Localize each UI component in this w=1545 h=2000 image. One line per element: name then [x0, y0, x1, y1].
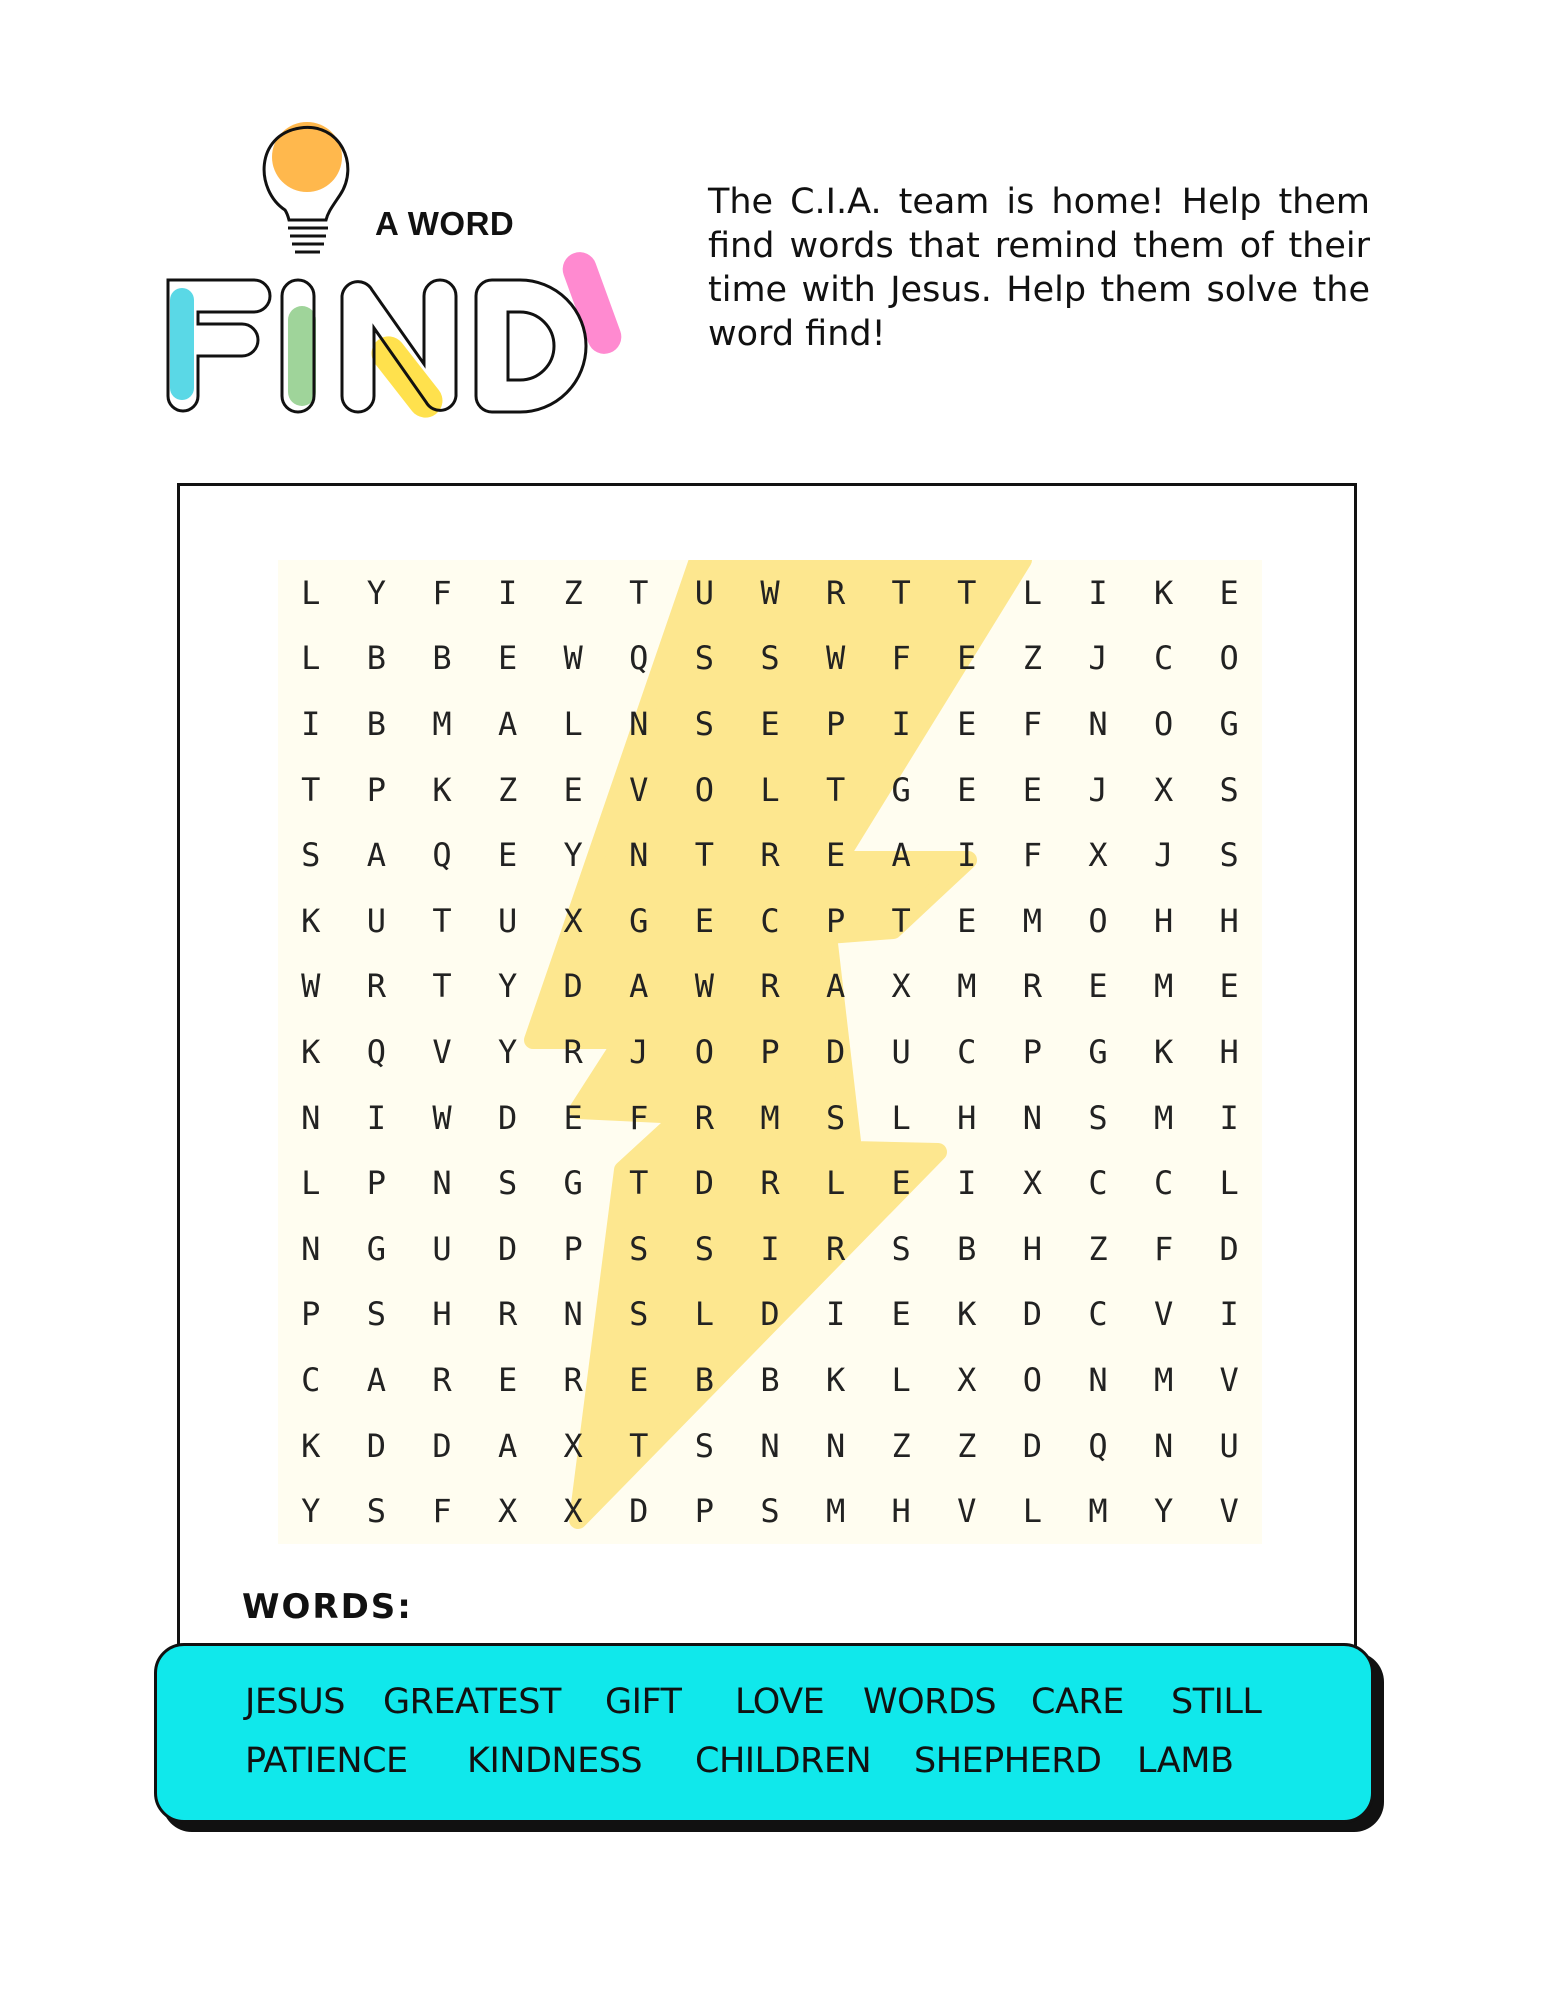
grid-letter: T	[629, 1164, 649, 1203]
grid-letter: X	[1153, 770, 1174, 809]
intro-text: The C.I.A. team is home! Help them find words that remind them of their time with Jesus. Help them solve the word find!	[708, 182, 1370, 354]
grid-letter: D	[432, 1426, 452, 1465]
grid-letter: M	[957, 967, 977, 1006]
grid-letter: X	[563, 901, 583, 940]
grid-letter: E	[957, 901, 977, 940]
grid-letter: S	[301, 836, 321, 875]
grid-letter: U	[432, 1229, 452, 1268]
grid-letter: X	[957, 1360, 977, 1399]
grid-letter: B	[366, 704, 387, 743]
grid-letter: T	[694, 836, 715, 875]
grid-letter: Y	[497, 1032, 518, 1071]
find-logo	[160, 120, 660, 420]
grid-letter: E	[1219, 967, 1239, 1006]
grid-letter: N	[760, 1426, 780, 1465]
grid-letter: I	[760, 1229, 780, 1268]
grid-letter: R	[366, 967, 387, 1006]
grid-letter: S	[694, 1229, 715, 1268]
grid-letter: X	[1088, 836, 1108, 875]
logo-subtitle: A WORD	[375, 205, 515, 242]
grid-letter: I	[1088, 573, 1108, 612]
grid-letter: Y	[563, 836, 583, 875]
grid-letter: L	[1219, 1164, 1239, 1203]
grid-letter: C	[1153, 1164, 1174, 1203]
grid-letter: E	[825, 836, 846, 875]
grid-letter: D	[629, 1492, 649, 1531]
word-item: CHILDREN	[695, 1741, 872, 1781]
grid-letter: K	[301, 1032, 321, 1071]
grid-letter: E	[891, 1164, 911, 1203]
word-item: GREATEST	[383, 1682, 561, 1722]
grid-letter: T	[891, 573, 911, 612]
grid-letter: E	[563, 1098, 583, 1137]
grid-letter: H	[1219, 901, 1239, 940]
grid-letter: D	[1022, 1295, 1043, 1334]
grid-letter: K	[957, 1295, 977, 1334]
grid-letter: L	[563, 704, 583, 743]
grid-letter: U	[497, 901, 518, 940]
grid-letter: L	[760, 770, 780, 809]
grid-letter: O	[694, 1032, 715, 1071]
grid-letter: H	[1219, 1032, 1239, 1071]
grid-letter: N	[563, 1295, 583, 1334]
grid-letter: F	[1022, 836, 1043, 875]
grid-letter: I	[957, 836, 977, 875]
grid-letter: L	[891, 1098, 911, 1137]
grid-letter: H	[891, 1492, 911, 1531]
word-list-row-1	[157, 1682, 1371, 1732]
grid-letter: L	[1022, 573, 1043, 612]
grid-letter: B	[366, 639, 387, 678]
word-item: STILL	[1171, 1682, 1262, 1722]
word-item: GIFT	[605, 1682, 682, 1722]
grid-letter: U	[694, 573, 715, 612]
grid-letter: T	[891, 901, 911, 940]
grid-letter: F	[432, 1492, 452, 1531]
grid-letter: S	[694, 1426, 715, 1465]
grid-letter: E	[497, 639, 518, 678]
grid-letter: S	[694, 639, 715, 678]
grid-letter: V	[1219, 1360, 1239, 1399]
grid-letter: S	[891, 1229, 911, 1268]
grid-letter: D	[1219, 1229, 1239, 1268]
grid-letter: U	[366, 901, 387, 940]
grid-letter: E	[1088, 967, 1108, 1006]
grid-letter: Z	[957, 1426, 977, 1465]
grid-letter: E	[694, 901, 715, 940]
grid-letter: G	[366, 1229, 387, 1268]
grid-letter: W	[760, 573, 780, 612]
grid-letter: E	[957, 639, 977, 678]
grid-letter: G	[1088, 1032, 1108, 1071]
grid-letter: X	[563, 1426, 583, 1465]
grid-letter: I	[497, 573, 518, 612]
grid-letter: R	[760, 1164, 780, 1203]
grid-letter: A	[825, 967, 846, 1006]
grid-letter: M	[760, 1098, 780, 1137]
grid-letter: N	[301, 1098, 321, 1137]
words-label: WORDS:	[242, 1587, 413, 1627]
grid-letter: M	[1088, 1492, 1108, 1531]
grid-letter: I	[366, 1098, 387, 1137]
grid-letter: P	[563, 1229, 583, 1268]
grid-letter: Z	[563, 573, 583, 612]
grid-letter: I	[957, 1164, 977, 1203]
grid-letter: N	[1022, 1098, 1043, 1137]
grid-letter: M	[1153, 967, 1174, 1006]
grid-letter: H	[1153, 901, 1174, 940]
word-item: LAMB	[1137, 1741, 1234, 1781]
grid-letter: T	[432, 901, 452, 940]
grid-letter: P	[825, 901, 846, 940]
grid-letter: K	[432, 770, 452, 809]
word-item: JESUS	[245, 1682, 345, 1722]
grid-letter: M	[1153, 1098, 1174, 1137]
grid-letter: R	[760, 967, 780, 1006]
grid-letter: Y	[301, 1492, 321, 1531]
grid-letter: V	[432, 1032, 452, 1071]
grid-letter: X	[497, 1492, 518, 1531]
grid-letter: S	[629, 1295, 649, 1334]
grid-letter: I	[301, 704, 321, 743]
grid-letter: B	[432, 639, 452, 678]
grid-letter: S	[1219, 836, 1239, 875]
grid-letter: F	[432, 573, 452, 612]
grid-letter: E	[760, 704, 780, 743]
grid-letter: A	[629, 967, 649, 1006]
grid-letter: S	[497, 1164, 518, 1203]
word-list-row-2	[157, 1741, 1371, 1791]
grid-letter: N	[301, 1229, 321, 1268]
grid-letter: E	[1022, 770, 1043, 809]
grid-letter: J	[1088, 639, 1108, 678]
grid-letter: K	[1153, 573, 1174, 612]
grid-letter: P	[366, 1164, 387, 1203]
grid-letter: L	[891, 1360, 911, 1399]
grid-letter: W	[301, 967, 321, 1006]
grid-letter: C	[301, 1360, 321, 1399]
grid-letter: R	[760, 836, 780, 875]
grid-letter: R	[497, 1295, 518, 1334]
grid-letter: R	[825, 1229, 846, 1268]
word-list-box	[154, 1643, 1374, 1823]
word-item: PATIENCE	[245, 1741, 408, 1781]
grid-letter: O	[694, 770, 715, 809]
grid-letter: G	[629, 901, 649, 940]
grid-letter: V	[1153, 1295, 1174, 1334]
grid-letter: D	[497, 1229, 518, 1268]
grid-letter: E	[497, 836, 518, 875]
lightbulb-icon	[264, 122, 348, 252]
grid-letter: E	[497, 1360, 518, 1399]
grid-letter: N	[432, 1164, 452, 1203]
grid-letter: V	[629, 770, 649, 809]
grid-letter: O	[1088, 901, 1108, 940]
grid-letter: T	[629, 1426, 649, 1465]
grid-letter: B	[694, 1360, 715, 1399]
grid-letter: Z	[891, 1426, 911, 1465]
grid-letter: E	[957, 704, 977, 743]
grid-letter: K	[301, 901, 321, 940]
grid-letter: E	[1219, 573, 1239, 612]
grid-letter: O	[1219, 639, 1239, 678]
grid-letter: Y	[1153, 1492, 1174, 1531]
grid-letter: T	[825, 770, 846, 809]
grid-letter: J	[629, 1032, 649, 1071]
grid-letter: L	[301, 639, 321, 678]
grid-letter: L	[825, 1164, 846, 1203]
grid-letter: E	[563, 770, 583, 809]
grid-letter: R	[694, 1098, 715, 1137]
grid-letter: D	[760, 1295, 780, 1334]
grid-letter: N	[1153, 1426, 1174, 1465]
grid-letter: S	[760, 1492, 780, 1531]
grid-letter: P	[694, 1492, 715, 1531]
grid-letter: N	[825, 1426, 846, 1465]
grid-letter: X	[563, 1492, 583, 1531]
grid-letter: W	[694, 967, 715, 1006]
grid-letter: S	[760, 639, 780, 678]
grid-letter: G	[563, 1164, 583, 1203]
grid-letter: C	[760, 901, 780, 940]
grid-letter: E	[891, 1295, 911, 1334]
grid-letter: H	[1022, 1229, 1043, 1268]
grid-letter: L	[694, 1295, 715, 1334]
grid-letter: I	[825, 1295, 846, 1334]
grid-letter: K	[301, 1426, 321, 1465]
word-item: SHEPHERD	[914, 1741, 1102, 1781]
grid-letter: Y	[497, 967, 518, 1006]
grid-letter: W	[432, 1098, 452, 1137]
grid-letter: L	[301, 1164, 321, 1203]
grid-letter: I	[1219, 1295, 1239, 1334]
grid-letter: P	[760, 1032, 780, 1071]
grid-letter: V	[1219, 1492, 1239, 1531]
grid-letter: W	[563, 639, 583, 678]
grid-letter: P	[1022, 1032, 1043, 1071]
grid-letter: R	[563, 1032, 583, 1071]
grid-letter: T	[629, 573, 649, 612]
grid-letter: C	[957, 1032, 977, 1071]
word-item: CARE	[1031, 1682, 1124, 1722]
grid-letter: Q	[432, 836, 452, 875]
grid-letter: U	[891, 1032, 911, 1071]
grid-letter: Y	[366, 573, 387, 612]
grid-letter: N	[629, 704, 649, 743]
grid-letter: G	[1219, 704, 1239, 743]
word-item: KINDNESS	[467, 1741, 643, 1781]
grid-letter: R	[432, 1360, 452, 1399]
grid-letter: D	[694, 1164, 715, 1203]
grid-letter: W	[825, 639, 846, 678]
grid-letter: P	[366, 770, 387, 809]
grid-letter: C	[1153, 639, 1174, 678]
letter-grid	[278, 560, 1262, 1544]
grid-letter: S	[694, 704, 715, 743]
grid-letter: M	[1153, 1360, 1174, 1399]
grid-letter: N	[1088, 1360, 1108, 1399]
grid-letter: J	[1153, 836, 1174, 875]
grid-letter: Q	[629, 639, 649, 678]
grid-letter: M	[825, 1492, 846, 1531]
grid-letter: O	[1022, 1360, 1043, 1399]
word-search-grid	[278, 560, 1262, 1544]
grid-letter: S	[629, 1229, 649, 1268]
grid-letter: K	[1153, 1032, 1174, 1071]
grid-letter: Z	[1088, 1229, 1108, 1268]
grid-letter: G	[891, 770, 911, 809]
grid-letter: D	[366, 1426, 387, 1465]
grid-letter: E	[957, 770, 977, 809]
grid-letter: F	[629, 1098, 649, 1137]
grid-letter: A	[497, 704, 518, 743]
grid-letter: S	[1219, 770, 1239, 809]
grid-letter: B	[760, 1360, 780, 1399]
grid-letter: T	[957, 573, 977, 612]
grid-letter: N	[1088, 704, 1108, 743]
grid-letter: P	[301, 1295, 321, 1334]
grid-letter: P	[825, 704, 846, 743]
grid-letter: D	[1022, 1426, 1043, 1465]
grid-letter: L	[301, 573, 321, 612]
grid-letter: D	[563, 967, 583, 1006]
grid-letter: A	[366, 836, 387, 875]
grid-letter: N	[629, 836, 649, 875]
grid-letter: O	[1153, 704, 1174, 743]
grid-letter: A	[366, 1360, 387, 1399]
grid-letter: Z	[497, 770, 518, 809]
grid-letter: F	[1153, 1229, 1174, 1268]
grid-letter: H	[957, 1098, 977, 1137]
grid-letter: U	[1219, 1426, 1239, 1465]
grid-letter: S	[366, 1492, 387, 1531]
grid-letter: K	[825, 1360, 846, 1399]
grid-letter: H	[432, 1295, 452, 1334]
grid-letter: A	[497, 1426, 518, 1465]
grid-letter: X	[1022, 1164, 1043, 1203]
word-item: LOVE	[735, 1682, 825, 1722]
grid-letter: B	[957, 1229, 977, 1268]
grid-letter: L	[1022, 1492, 1043, 1531]
grid-letter: S	[1088, 1098, 1108, 1137]
grid-letter: A	[891, 836, 911, 875]
grid-letter: R	[825, 573, 846, 612]
grid-letter: F	[1022, 704, 1043, 743]
grid-letter: D	[497, 1098, 518, 1137]
grid-letter: X	[891, 967, 911, 1006]
grid-letter: R	[1022, 967, 1043, 1006]
grid-letter: Q	[1088, 1426, 1108, 1465]
grid-letter: D	[825, 1032, 846, 1071]
grid-letter: V	[957, 1492, 977, 1531]
grid-letter: T	[432, 967, 452, 1006]
grid-letter: I	[1219, 1098, 1239, 1137]
grid-letter: M	[1022, 901, 1043, 940]
grid-letter: R	[563, 1360, 583, 1399]
grid-letter: J	[1088, 770, 1108, 809]
grid-letter: C	[1088, 1164, 1108, 1203]
grid-letter: E	[629, 1360, 649, 1399]
grid-letter: T	[301, 770, 321, 809]
grid-letter: M	[432, 704, 452, 743]
grid-letter: Q	[366, 1032, 387, 1071]
grid-letter: S	[366, 1295, 387, 1334]
grid-letter: I	[891, 704, 911, 743]
grid-letter: Z	[1022, 639, 1043, 678]
word-item: WORDS	[863, 1682, 997, 1722]
grid-letter: C	[1088, 1295, 1108, 1334]
grid-letter: F	[891, 639, 911, 678]
grid-letter: S	[825, 1098, 846, 1137]
